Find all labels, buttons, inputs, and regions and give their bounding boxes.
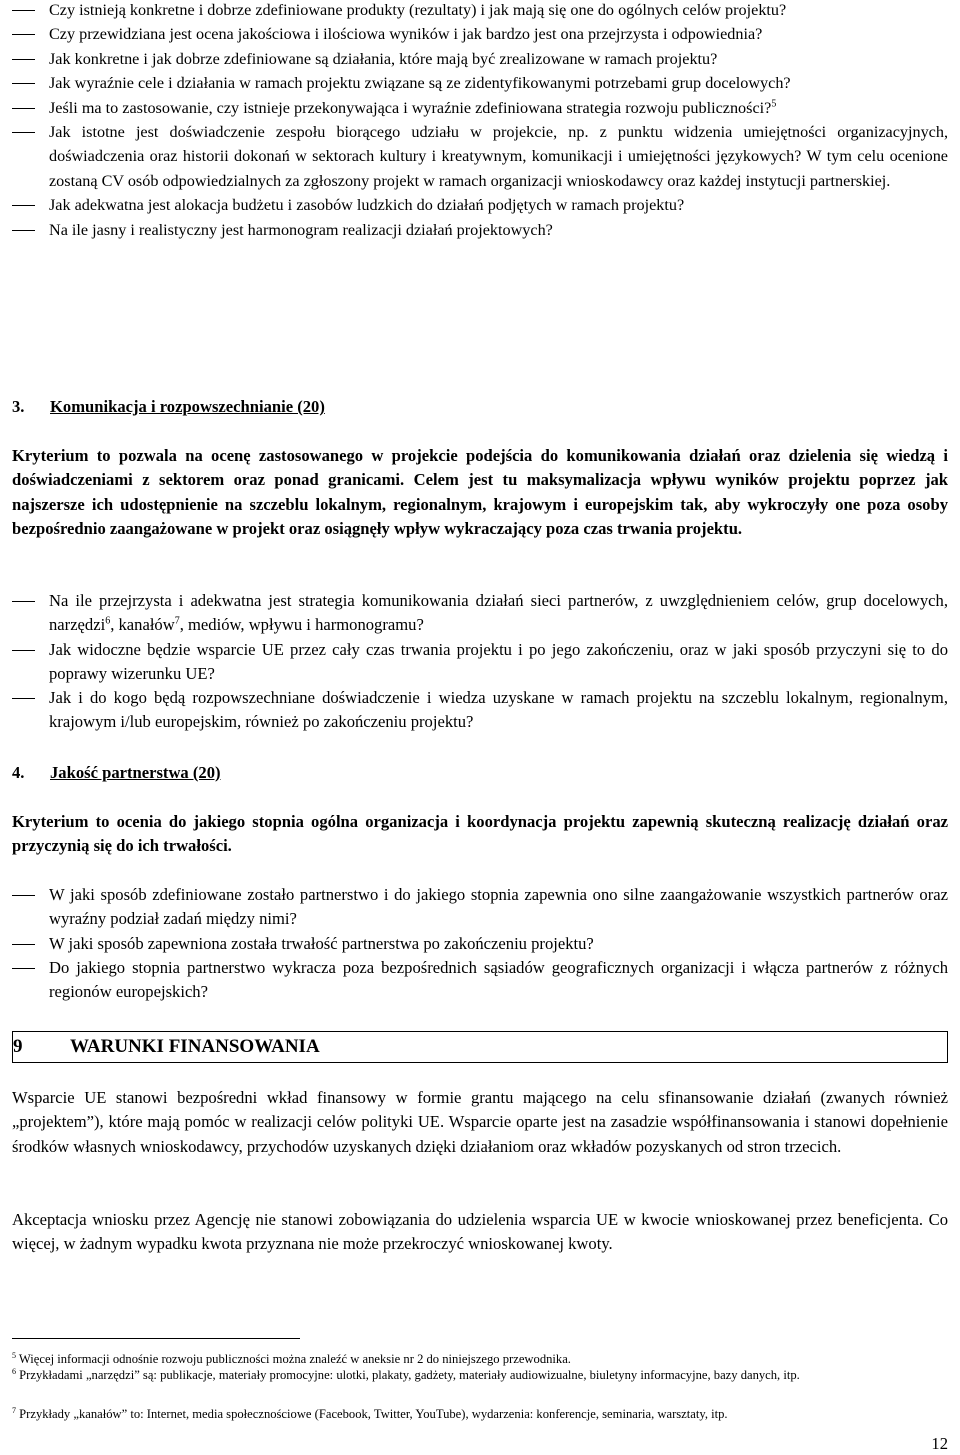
footnote-ref[interactable]: 7 [174, 615, 180, 627]
footnote-7: $^7$ Przykłady „kanałów” to: Internet, media społecznościowe (Facebook, Twitter, YouTube), wydarzenia: konferencje, seminaria, warsztaty, itp. [12, 1405, 728, 1421]
dash-bullet-icon [12, 34, 35, 35]
dash-bullet-icon [12, 132, 35, 133]
section-title: Jakość partnerstwa (20) [50, 763, 221, 782]
dash-bullet-icon [12, 59, 35, 60]
footnote-ref[interactable]: 6 [105, 615, 111, 627]
list-item: Jak konkretne i jak dobrze zdefiniowane są działania, które mają być zrealizowane w ramach projektu? [12, 47, 948, 71]
list-item: Czy przewidziana jest ocena jakościowa i ilościowa wyników i jak bardzo jest ona przejrzysta i odpowiednia? [12, 22, 948, 46]
dash-bullet-icon [12, 10, 35, 11]
section-3-questions-list [12, 589, 948, 735]
section-4-heading [12, 763, 221, 783]
chapter-9-paragraph-1: Wsparcie UE stanowi bezpośredni wkład finansowy w formie grantu mającego na celu sfinansowanie działań (zwanych również „projektem”), które mają pomóc w realizacji celów polityki UE. Wsparcie oparte jest na zasadzie współfinansowania i stanowi dopełnienie środków własnych wnioskodawcy, przychodów uzyskanych dzięki działaniom oraz wkładów pozyskanych od stron trzecich. [12, 1088, 948, 1156]
dash-bullet-icon [12, 601, 35, 602]
dash-bullet-icon [12, 205, 35, 206]
chapter-9-heading [12, 1031, 948, 1063]
list-item: Na ile jasny i realistyczny jest harmonogram realizacji działań projektowych? [12, 218, 948, 242]
chapter-9-paragraph-2: Akceptacja wniosku przez Agencję nie stanowi zobowiązania do udzielenia wsparcia UE w kwocie wnioskowanej przez beneficjenta. Co więcej, w żadnym wypadku kwota przyznana nie może przekroczyć wnioskowanej kwoty. [12, 1210, 948, 1254]
section-number: 4. [12, 763, 25, 782]
list-item: Jak widoczne będzie wsparcie UE przez cały czas trwania projektu i po jego zakończeniu, oraz w jaki sposób przyczyni się to do poprawy wizerunku UE? [12, 638, 948, 687]
list-item: Jak adekwatna jest alokacja budżetu i zasobów ludzkich do działań podjętych w ramach projektu? [12, 193, 948, 217]
footnote-number: 6 [12, 1366, 16, 1376]
section-4-questions-list [12, 883, 948, 1004]
dash-bullet-icon [12, 968, 35, 969]
dash-bullet-icon [12, 944, 35, 945]
list-item: Jak wyraźnie cele i działania w ramach projektu związane są ze zidentyfikowanymi potrzebami grup docelowych? [12, 71, 948, 95]
list-item: Jak istotne jest doświadczenie zespołu biorącego udziału w projekcie, np. z punktu widzenia umiejętności organizacyjnych, doświadczenia oraz historii dokonań w sektorach kultury i kreatywnym, komunikacji i umiejętności językowych? W tym celu ocenione zostaną CV osób odpowiedzialnych za zgłoszony projekt w ramach organizacji wnioskodawcy oraz każdej instytucji partnerskiej. [12, 120, 948, 193]
section-number: 3. [12, 397, 25, 416]
section-3-criterion: Kryterium to pozwala na ocenę zastosowanego w projekcie podejścia do komunikowania działań oraz dzielenia się wiedzą i doświadczeniami z sektorem oraz ponad granicami. Celem jest tu maksymalizacja wpływu wyników projektu poprzez jak najszersze ich udostępnienie na szczeblu lokalnym, regionalnym, krajowym i europejskim tak, aby wykroczyły one poza osoby bezpośrednio zaangażowane w projekt oraz osiągnęły wpływ wykraczający poza czas trwania projektu. [12, 446, 948, 538]
chapter-number: 9 [13, 1036, 23, 1057]
list-item: Na ile przejrzysta i adekwatna jest strategia komunikowania działań sieci partnerów, z uwzględnieniem celów, grup docelowych, narzędzi$^6$, kanałów$^7$, mediów, wpływu i harmonogramu? [12, 589, 948, 638]
list-item: Jeśli ma to zastosowanie, czy istnieje przekonywająca i wyraźnie zdefiniowana strategia rozwoju publiczności?$^5$ [12, 96, 948, 120]
dash-bullet-icon [12, 895, 35, 896]
section-4-criterion: Kryterium to ocenia do jakiego stopnia ogólna organizacja i koordynacja projektu zapewnią skuteczną realizację działań oraz przyczynią się do ich trwałości. [12, 812, 948, 856]
footnote-number: 7 [12, 1405, 16, 1415]
footnote-5: $^5$ Więcej informacji odnośnie rozwoju publiczności można znaleźć w aneksie nr 2 do niniejszego przewodnika. [12, 1350, 571, 1366]
footnote-6: $^6$ Przykładami „narzędzi” są: publikacje, materiały promocyjne: ulotki, plakaty, gadżety, materiały audiowizualne, biuletyny informacyjne, bazy danych, itp. [12, 1366, 800, 1382]
list-item: W jaki sposób zapewniona została trwałość partnerstwa po zakończeniu projektu? [12, 932, 948, 956]
page-number: 12 [931, 1434, 948, 1453]
list-item: Czy istnieją konkretne i dobrze zdefiniowane produkty (rezultaty) i jak mają się one do ogólnych celów projektu? [12, 0, 948, 22]
list-item: Jak i do kogo będą rozpowszechniane doświadczenie i wiedza uzyskane w ramach projektu na szczeblu lokalnym, regionalnym, krajowym i/lub europejskim, również po zakończeniu projektu? [12, 686, 948, 735]
footnote-number: 5 [12, 1350, 16, 1360]
section-title: Komunikacja i rozpowszechnianie (20) [50, 397, 325, 416]
dash-bullet-icon [12, 698, 35, 699]
footnote-separator [12, 1338, 300, 1339]
evaluation-questions-list [12, 0, 948, 242]
section-3-heading [12, 397, 325, 417]
dash-bullet-icon [12, 650, 35, 651]
dash-bullet-icon [12, 230, 35, 231]
footnote-ref[interactable]: 5 [771, 98, 777, 110]
dash-bullet-icon [12, 108, 35, 109]
list-item: W jaki sposób zdefiniowane zostało partnerstwo i do jakiego stopnia zapewnia ono silne zaangażowanie wszystkich partnerów oraz wyraźny podział zadań między nimi? [12, 883, 948, 932]
dash-bullet-icon [12, 83, 35, 84]
list-item: Do jakiego stopnia partnerstwo wykracza poza bezpośrednich sąsiadów geograficznych organizacji i włącza partnerów z różnych regionów europejskich? [12, 956, 948, 1005]
chapter-title: WARUNKI FINANSOWANIA [70, 1036, 320, 1057]
